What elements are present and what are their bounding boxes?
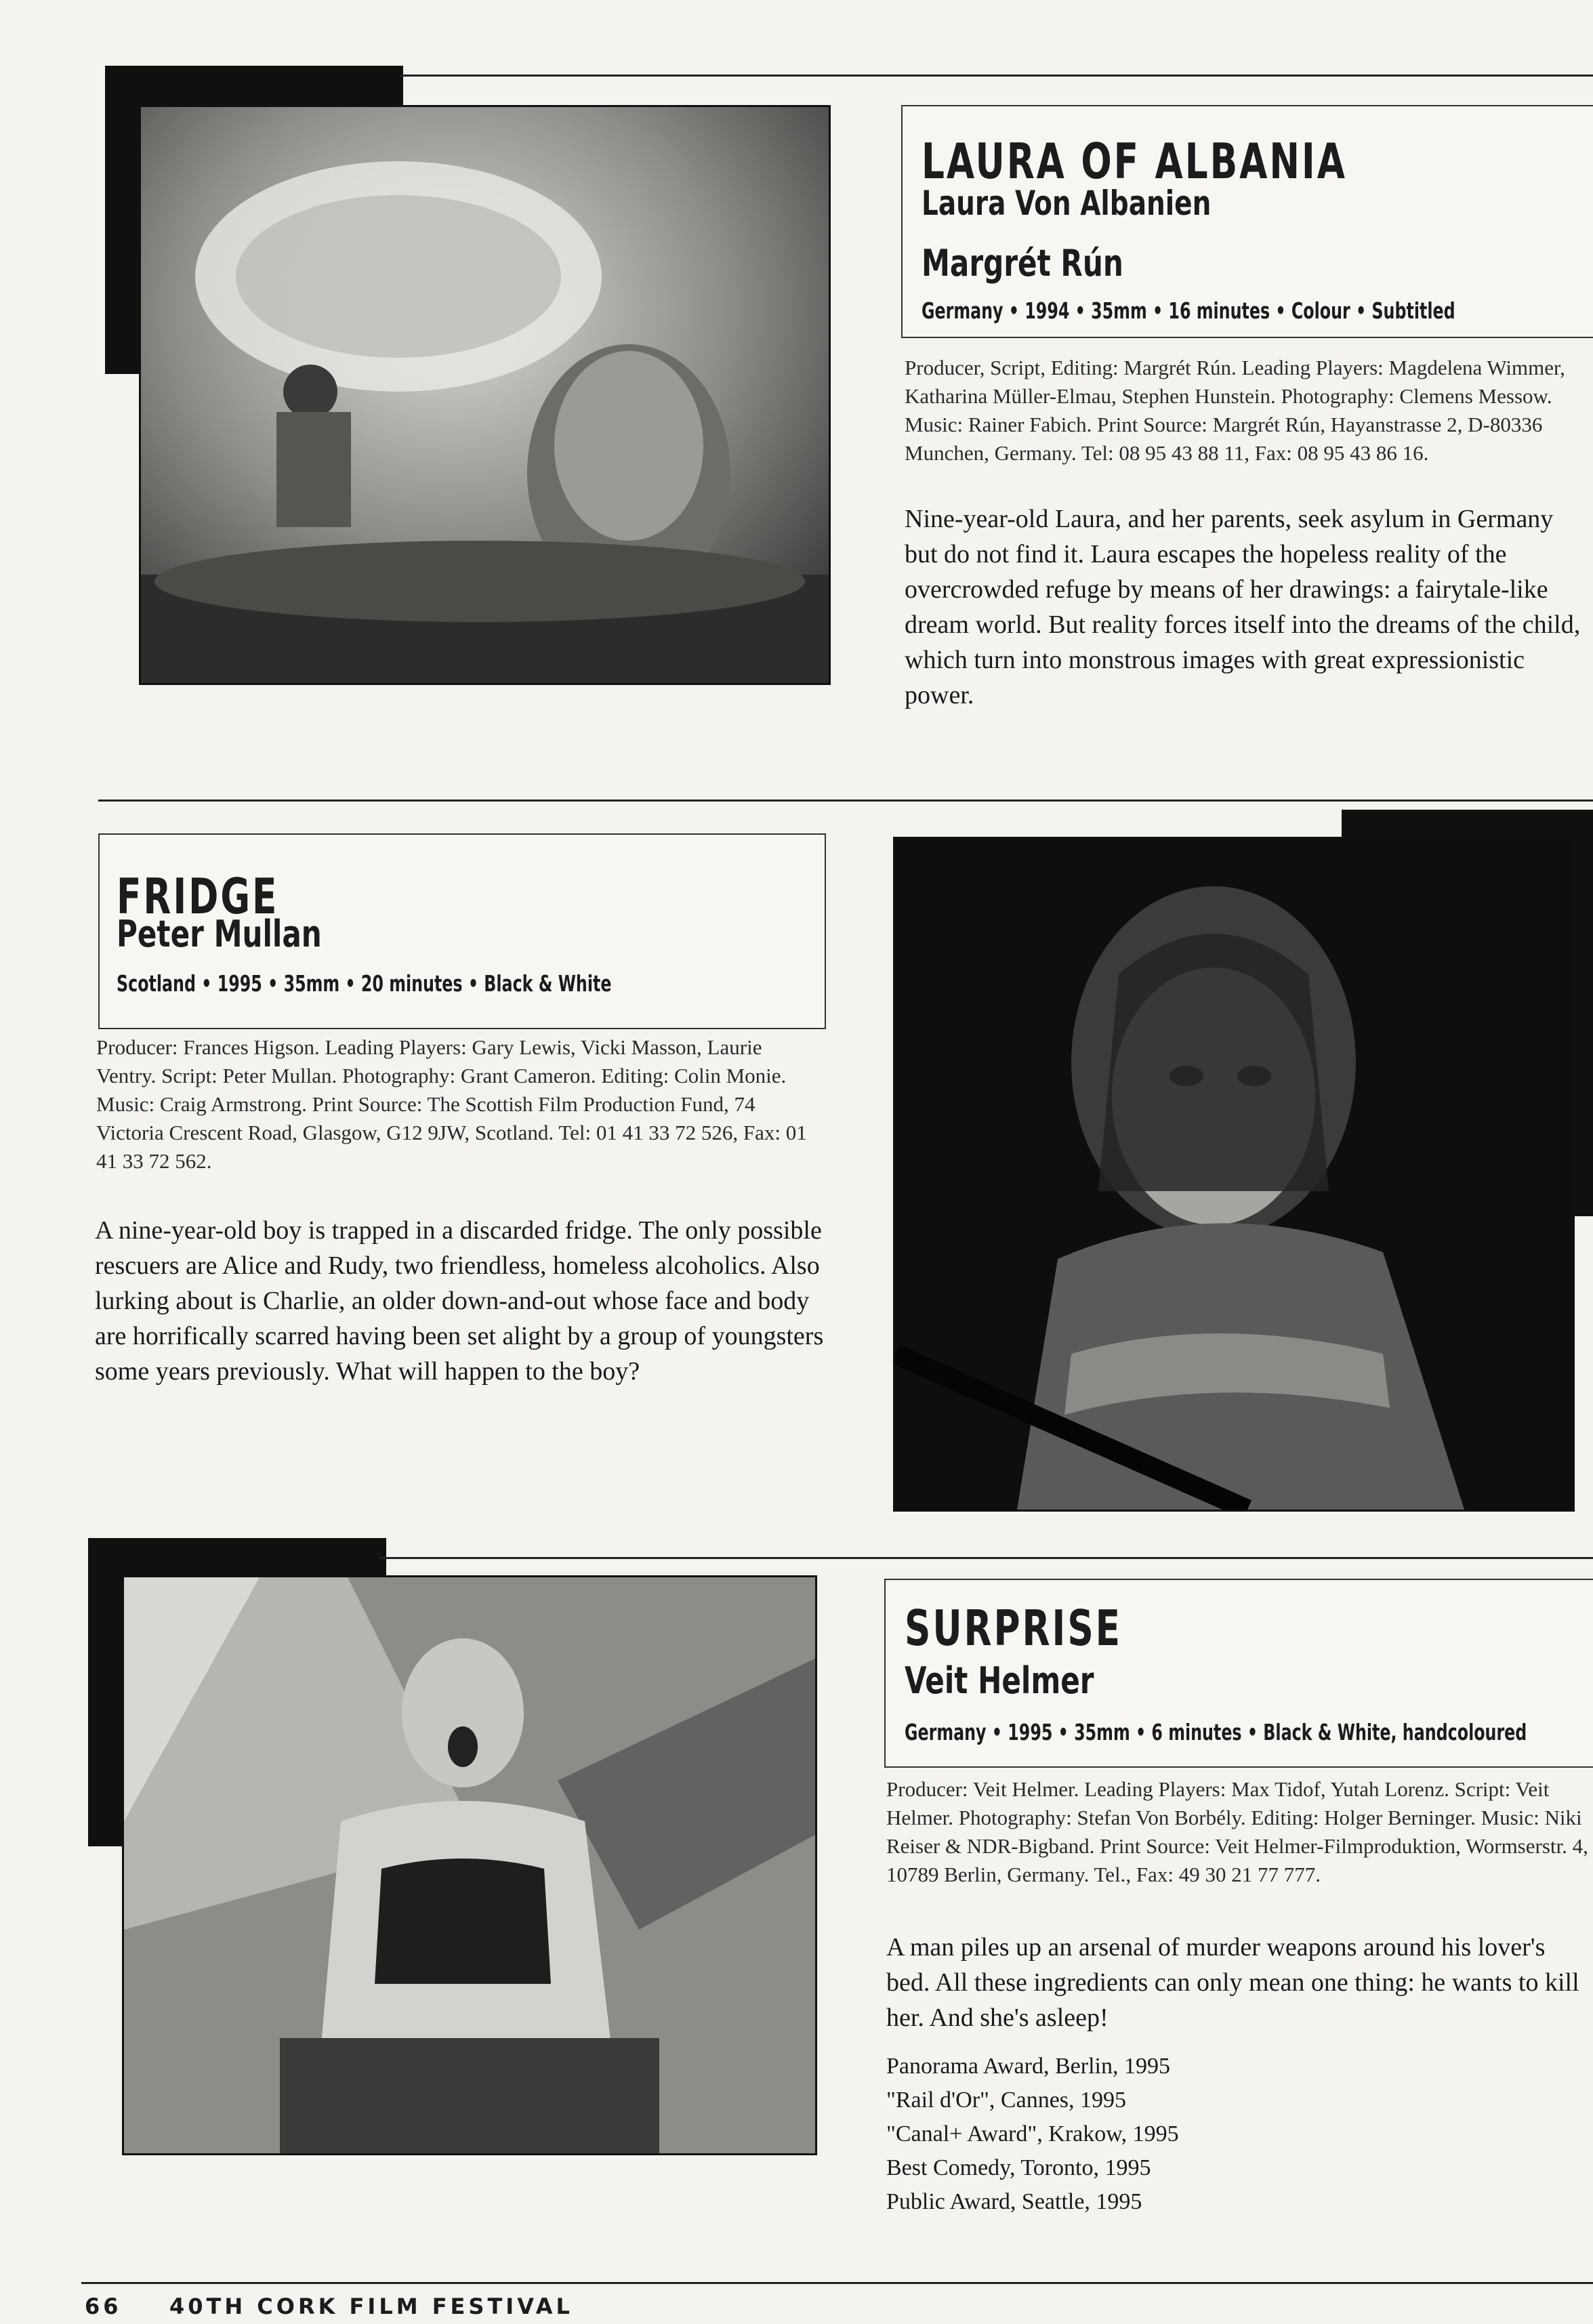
award-item: Best Comedy, Toronto, 1995	[886, 2155, 1151, 2180]
film-director: Veit Helmer	[905, 1659, 1094, 1702]
film-title: FRIDGE	[117, 868, 279, 925]
film-title-box-surprise	[884, 1579, 1593, 1768]
film-synopsis: A man piles up an arsenal of murder weapons around his lover's bed. All these ingredients can only mean one thing: he wants to kill her. And she's asleep!	[886, 1933, 1579, 2032]
section-rule	[379, 1557, 1593, 1559]
award-item: Panorama Award, Berlin, 1995	[886, 2054, 1170, 2079]
film-specs: Germany • 1994 • 35mm • 16 minutes • Colour • Subtitled	[922, 297, 1455, 324]
footer-rule	[81, 2282, 1593, 2284]
film-title-box-laura	[901, 105, 1593, 338]
film-credits: Producer: Frances Higson. Leading Players: Gary Lewis, Vicki Masson, Laurie Ventry. Script: Peter Mullan. Photography: Grant Cameron. Editing: Colin Monie. Music: Craig Armstrong. Print Source: The Scottish Film Production Fund, 74 Victoria Crescent Road, Glasgow, G12 9JW, Scotland. Tel: 01 41 33 72 526, Fax: 01 41 33 72 562.	[96, 1035, 807, 1173]
film-credits: Producer: Veit Helmer. Leading Players: Max Tidof, Yutah Lorenz. Script: Veit Helmer. Photography: Stefan Von Borbély. Editing: Holger Berninger. Music: Niki Reiser & NDR-Bigband. Print Source: Veit Helmer-Filmproduktion, Wormserstr. 4, 10789 Berlin, Germany. Tel., Fax: 49 30 21 77 777.	[886, 1777, 1588, 1886]
film-synopsis: A nine-year-old boy is trapped in a discarded fridge. The only possible rescuers are Alice and Rudy, two friendless, homeless alcoholics. Also lurking about is Charlie, an older down-and-out whose face and body are horrifically scarred having been set alight by a group of youngsters some years previously. What will happen to the boy?	[95, 1216, 824, 1386]
award-item: "Canal+ Award", Krakow, 1995	[886, 2121, 1179, 2146]
page-number: 66	[85, 2294, 122, 2319]
film-director: Peter Mullan	[117, 913, 322, 955]
awards-list	[886, 2050, 1564, 2219]
film-still-laura-of-albania	[139, 105, 831, 685]
section-rule	[98, 800, 1593, 802]
film-still-surprise	[122, 1575, 817, 2155]
film-still-fridge	[893, 837, 1575, 1512]
award-item: Public Award, Seattle, 1995	[886, 2189, 1142, 2214]
film-credits: Producer, Script, Editing: Margrét Rún. Leading Players: Magdelena Wimmer, Katharina Müller-Elmau, Stephen Hunstein. Photography: Clemens Messow. Music: Rainer Fabich. Print Source: Margrét Rún, Hayanstrasse 2, D-80336 Munchen, Germany. Tel: 08 95 43 88 11, Fax: 08 95 43 86 16.	[905, 356, 1565, 465]
section-rule	[400, 75, 1593, 77]
film-title: SURPRISE	[905, 1600, 1123, 1657]
film-title-box-fridge	[98, 833, 826, 1029]
film-director: Margrét Rún	[922, 242, 1123, 285]
film-title: LAURA OF ALBANIA	[922, 133, 1347, 190]
publication-name: 40TH CORK FILM FESTIVAL	[169, 2294, 573, 2319]
award-item: "Rail d'Or", Cannes, 1995	[886, 2088, 1127, 2113]
film-specs: Germany • 1995 • 35mm • 6 minutes • Black & White, handcoloured	[905, 1719, 1527, 1745]
film-synopsis: Nine-year-old Laura, and her parents, seek asylum in Germany but do not find it. Laura escapes the hopeless reality of the overcrowded refuge by means of her drawings: a fairytale-like dream world. But reality forces itself into the dreams of the child, which turn into monstrous images with great expressionistic power.	[905, 505, 1581, 709]
film-specs: Scotland • 1995 • 35mm • 20 minutes • Black & White	[117, 970, 612, 997]
film-original-title: Laura Von Albanien	[922, 184, 1212, 223]
